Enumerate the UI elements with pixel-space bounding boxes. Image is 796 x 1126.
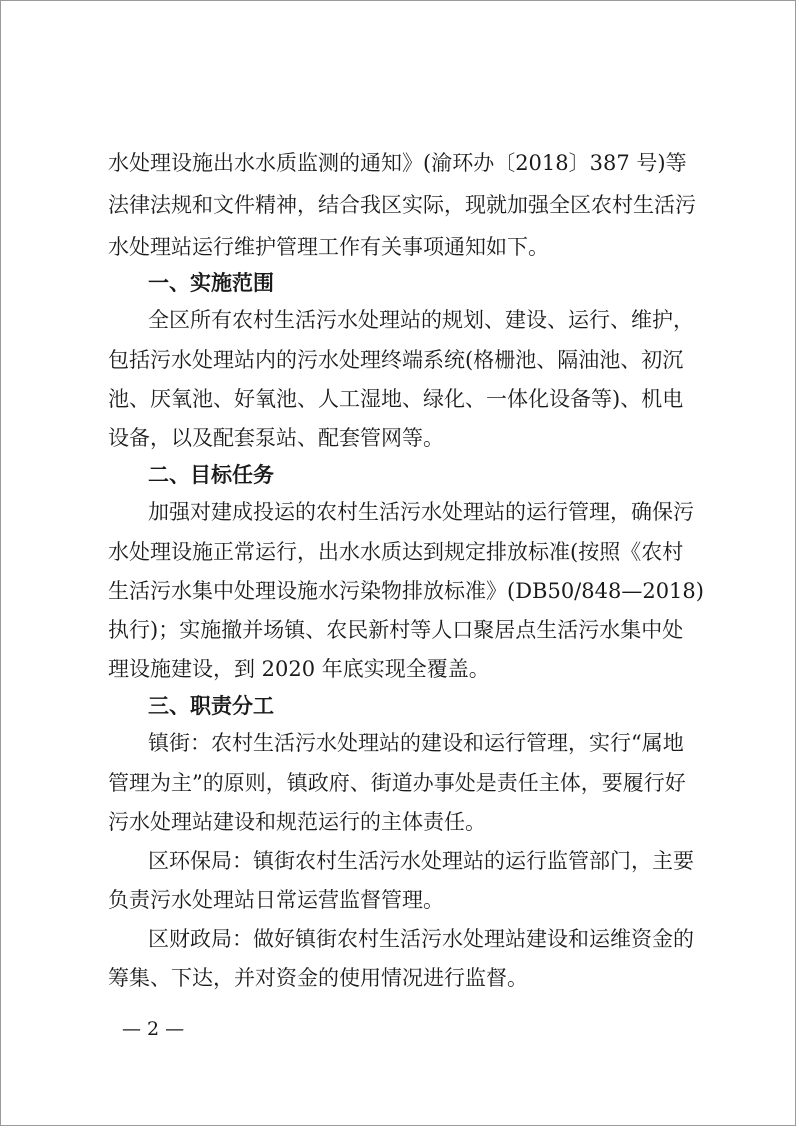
paragraph-line: 负责污水处理站日常运营监督管理。 [108,888,444,912]
paragraph-line: 镇街：农村生活污水处理站的建设和运行管理，实行“属地 [148,731,684,755]
paragraph-line: 包括污水处理站内的污水处理终端系统(格栅池、隔油池、初沉 [108,348,684,372]
paragraph-line: 法律法规和文件精神，结合我区实际，现就加强全区农村生活污 [108,193,696,217]
paragraph-line: 池、厌氧池、好氧池、人工湿地、绿化、一体化设备等)、机电 [108,387,684,411]
paragraph-line: 污水处理站建设和规范运行的主体责任。 [108,810,486,834]
paragraph-line: 区环保局：镇街农村生活污水处理站的运行监管部门，主要 [148,849,694,873]
paragraph-line: 管理为主”的原则，镇政府、街道办事处是责任主体，要履行好 [108,771,686,795]
paragraph-line: 全区所有农村生活污水处理站的规划、建设、运行、维护， [148,308,694,332]
paragraph-line: 水处理设施正常运行，出水水质达到规定排放标准(按照《农村 [108,540,684,564]
paragraph-line: 水处理设施出水水质监测的通知》(渝环办〔2018〕387 号)等 [108,151,687,175]
paragraph-line: 理设施建设，到 2020 年底实现全覆盖。 [108,657,490,681]
paragraph-line: 执行)；实施撤并场镇、农民新村等人口聚居点生活污水集中处 [108,618,684,642]
paragraph-line: 水处理站运行维护管理工作有关事项通知如下。 [108,235,549,259]
section-heading: 二、目标任务 [148,463,274,487]
paragraph-line: 生活污水集中处理设施水污染物排放标准》(DB50/848—2018) [108,579,704,603]
paragraph-line: 筹集、下达，并对资金的使用情况进行监督。 [108,966,528,990]
paragraph-line: 加强对建成投运的农村生活污水处理站的运行管理，确保污 [148,500,694,524]
section-heading: 三、职责分工 [148,694,274,718]
page-number: — 2 — [122,1018,185,1040]
section-heading: 一、实施范围 [148,271,274,295]
paragraph-line: 设备，以及配套泵站、配套管网等。 [108,426,444,450]
paragraph-line: 区财政局：做好镇街农村生活污水处理站建设和运维资金的 [148,927,694,951]
